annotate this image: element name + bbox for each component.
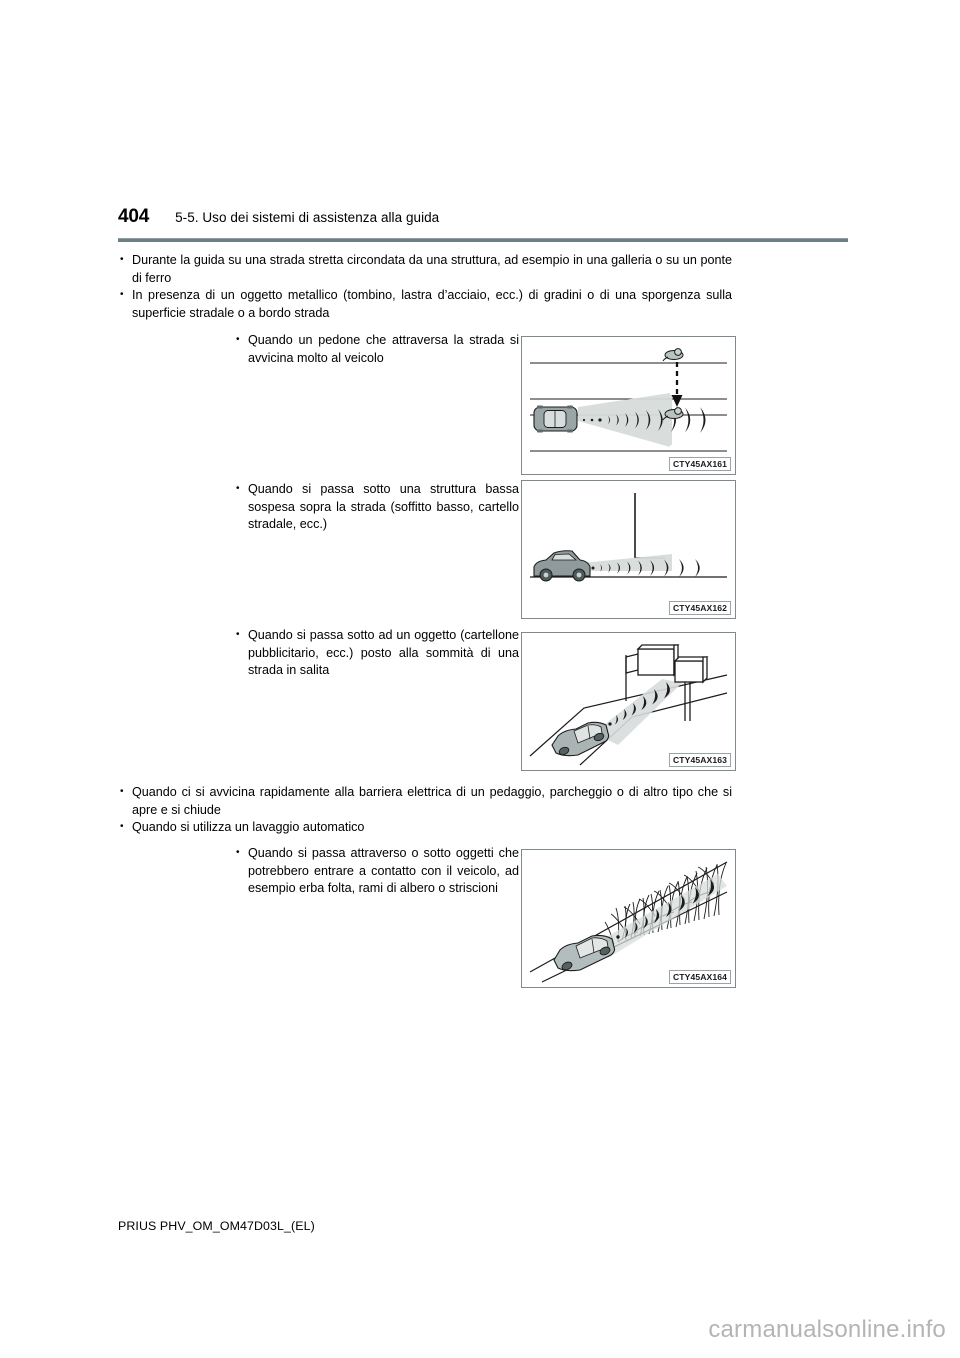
figure-pedestrian-crossing (521, 336, 736, 475)
figure-low-structure (521, 480, 736, 619)
figure-2-illustration (522, 481, 735, 618)
intro-section (118, 252, 848, 322)
section-1-text-list (234, 332, 519, 367)
header-divider (118, 238, 848, 242)
list-item: • Quando ci si avvicina rapidamente alla barriera elettrica di un pedaggio, parcheggio o di altro tipo che si apre e si chiude (118, 784, 732, 819)
list-item: • Quando si passa attraverso o sotto oggetti che potrebbero entrare a contatto con il veicolo, ad esempio erba folta, rami di albero o striscioni (234, 845, 519, 898)
figure-code: CTY45AX164 (669, 970, 731, 984)
figure-tall-grass (521, 849, 736, 988)
figure-3-illustration (522, 633, 735, 770)
mid-section (118, 784, 848, 837)
list-item: • Quando si passa sotto una struttura bassa sospesa sopra la strada (soffitto basso, cartello stradale, ecc.) (234, 481, 519, 534)
section-2-text-list (234, 481, 519, 534)
figure-code: CTY45AX162 (669, 601, 731, 615)
intro-bullet-list (118, 252, 732, 322)
footer-document-code: PRIUS PHV_OM_OM47D03L_(EL) (118, 1219, 315, 1233)
list-item: • In presenza di un oggetto metallico (tombino, lastra d’acciaio, ecc.) di gradini o di una sporgenza sulla superficie stradale o a bordo strada (118, 287, 732, 322)
list-item: • Quando si utilizza un lavaggio automatico (118, 819, 732, 837)
car-top-view (534, 406, 577, 433)
list-item: • Durante la guida su una strada stretta circondata da una struttura, ad esempio in una galleria o su un ponte di ferro (118, 252, 732, 287)
watermark: carmanualsonline.info (708, 1316, 946, 1343)
section-4-text-list (234, 845, 519, 898)
page-title: 5-5. Uso dei sistemi di assistenza alla guida (175, 210, 440, 225)
section-3-text-list (234, 627, 519, 680)
figure-code: CTY45AX163 (669, 753, 731, 767)
figure-code: CTY45AX161 (669, 457, 731, 471)
list-item: • Quando un pedone che attraversa la strada si avvicina molto al veicolo (234, 332, 519, 367)
figure-uphill-billboard (521, 632, 736, 771)
page-number: 404 (118, 206, 150, 227)
list-item: • Quando si passa sotto ad un oggetto (cartellone pubblicitario, ecc.) posto alla sommità di una strada in salita (234, 627, 519, 680)
figure-4-illustration (522, 850, 735, 987)
figure-1-illustration (522, 337, 735, 474)
mid-bullet-list (118, 784, 732, 837)
page-header (118, 206, 848, 228)
